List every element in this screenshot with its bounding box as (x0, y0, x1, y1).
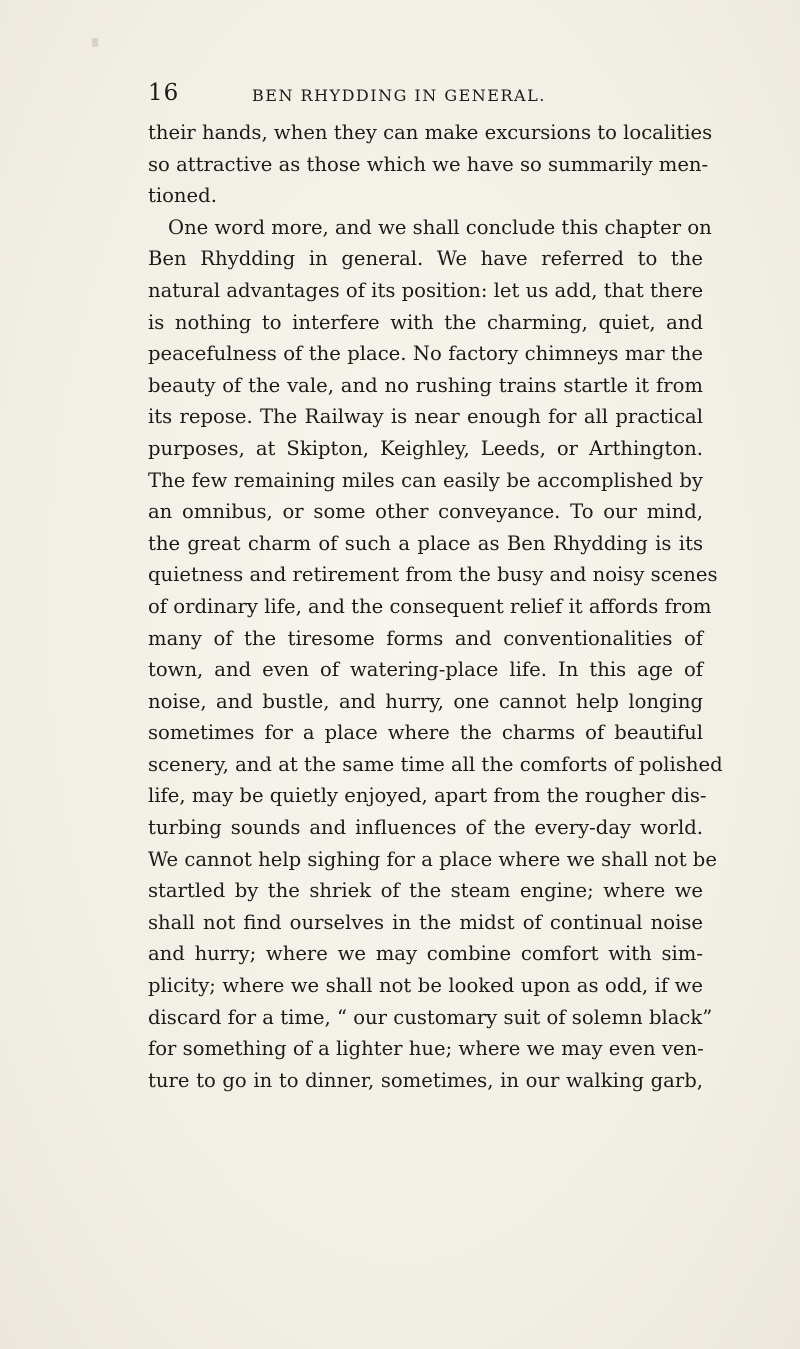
text-line: an omnibus, or some other conveyance. To our mind, (148, 500, 703, 524)
text-line: ture to go in to dinner, sometimes, in our walking garb, (148, 1068, 703, 1092)
text-line: quietness and retirement from the busy and noisy scenes (148, 563, 718, 587)
body-text (148, 117, 723, 1096)
text-line: plicity; where we shall not be looked upon as odd, if we (148, 974, 703, 998)
text-line: natural advantages of its position: let us add, that there (148, 278, 704, 302)
text-line: the great charm of such a place as Ben Rhydding is its (148, 531, 703, 555)
text-line: many of the tiresome forms and conventionalities of (148, 626, 703, 650)
text-line: town, and even of watering-place life. In this age of (148, 658, 703, 682)
text-line: for something of a lighter hue; where we may even ven- (148, 1037, 704, 1061)
text-line: scenery, and at the same time all the comforts of polished (148, 752, 723, 776)
text-line: discard for a time, “ our customary suit of solemn black” (148, 1005, 713, 1029)
text-line: noise, and bustle, and hurry, one cannot help longing (148, 689, 703, 713)
page-header (148, 80, 708, 116)
text-line: is nothing to interfere with the charming, quiet, and (148, 310, 703, 334)
text-line: tioned. (148, 184, 217, 208)
text-line: purposes, at Skipton, Keighley, Leeds, or Arthington. (148, 436, 703, 460)
page-blemish (92, 38, 98, 47)
text-line: startled by the shriek of the steam engine; where we (148, 879, 703, 903)
text-line: shall not find ourselves in the midst of continual noise (148, 910, 703, 934)
text-line: peacefulness of the place. No factory chimneys mar the (148, 342, 703, 366)
text-line: their hands, when they can make excursions to localities (148, 121, 713, 144)
text-line: We cannot help sighing for a place where we shall not be (148, 847, 717, 871)
text-line: so attractive as those which we have so summarily men- (148, 152, 709, 176)
running-head: BEN RHYDDING IN GENERAL. (252, 86, 546, 105)
text-line: life, may be quietly enjoyed, apart from the rougher dis- (148, 784, 707, 808)
text-line: its repose. The Railway is near enough for all practical (148, 405, 703, 429)
text-line: and hurry; where we may combine comfort with sim- (148, 942, 703, 966)
text-line: Ben Rhydding in general. We have referred to the (148, 247, 703, 271)
page-number: 16 (148, 80, 180, 106)
text-line: beauty of the vale, and no rushing trains startle it from (148, 373, 703, 397)
text-line: of ordinary life, and the consequent relief it affords from (148, 594, 712, 618)
text-line: The few remaining miles can easily be accomplished by (148, 468, 703, 492)
text-line: One word more, and we shall conclude this chapter on (168, 215, 712, 239)
text-line: sometimes for a place where the charms of beautiful (148, 721, 703, 745)
text-line: turbing sounds and influences of the every-day world. (148, 816, 703, 840)
